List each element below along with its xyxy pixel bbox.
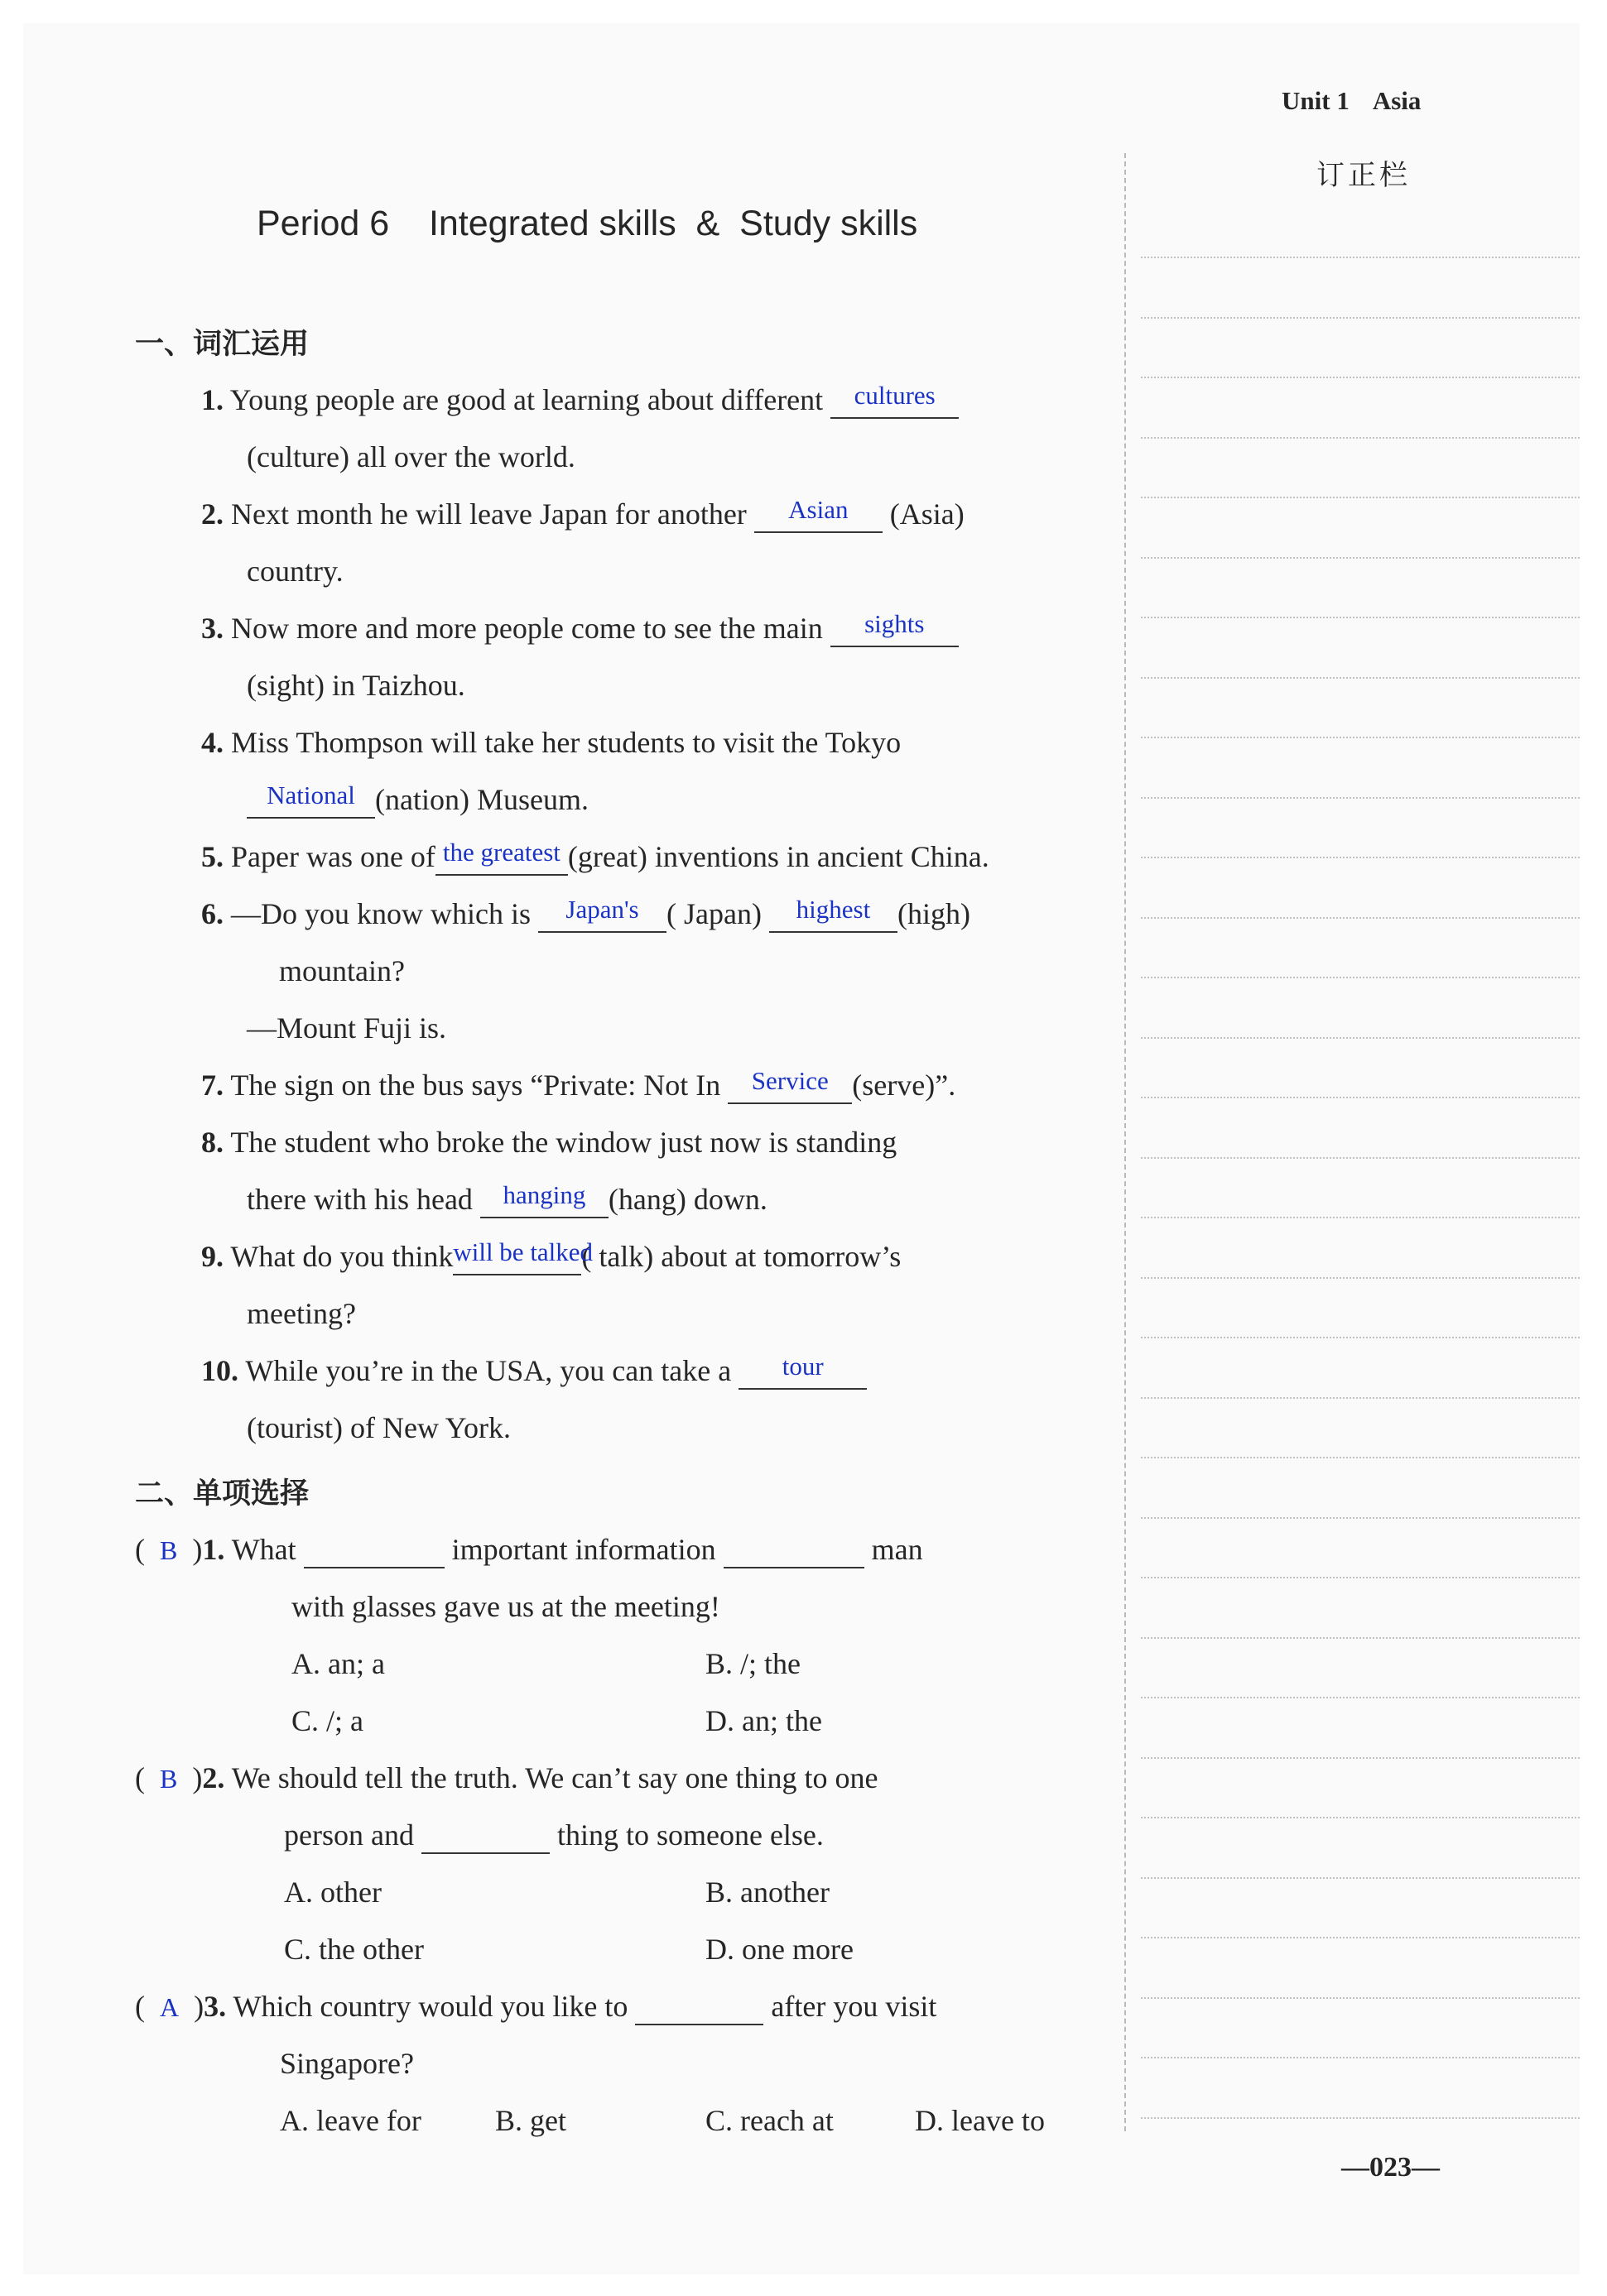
answer-letter: A [160, 1992, 180, 2022]
vocab-question-3 [201, 611, 959, 647]
question-hint: ( talk) about at tomorrow’s [581, 1240, 902, 1273]
question-hint: (serve)”. [852, 1069, 956, 1102]
vocab-question-7 [201, 1068, 955, 1104]
vocab-question-9 [201, 1239, 901, 1275]
correction-line[interactable] [1141, 1457, 1580, 1458]
question-number: 8. [201, 1126, 224, 1159]
option-b[interactable]: B. get [495, 2104, 566, 2137]
question-text: We should tell the truth. We can’t say one thing to one [231, 1761, 878, 1794]
unit-topic: Asia [1372, 86, 1422, 115]
question-number: 9. [201, 1240, 224, 1273]
answer-letter: B [160, 1764, 178, 1794]
answer-blank[interactable] [247, 782, 375, 819]
question-hint: ( Japan) [666, 897, 762, 930]
question-text: man [871, 1533, 923, 1566]
question-text: What [231, 1533, 296, 1566]
margin-divider [1124, 153, 1126, 2131]
correction-line[interactable] [1141, 1037, 1580, 1039]
option-c[interactable]: C. reach at [705, 2104, 834, 2137]
answer-blank[interactable] [754, 497, 883, 533]
answer-paren[interactable]: ( B ) [135, 1761, 203, 1794]
correction-line[interactable] [1141, 1877, 1580, 1879]
correction-line[interactable] [1141, 257, 1580, 258]
correction-line[interactable] [1141, 437, 1580, 439]
question-text: What do you think [230, 1240, 454, 1273]
vocab-question-8 [201, 1125, 897, 1160]
option-c[interactable]: C. the other [284, 1933, 424, 1966]
vocab-question-6-cont: mountain? [279, 954, 405, 987]
correction-line[interactable] [1141, 857, 1580, 858]
answer-blank[interactable] [830, 382, 959, 419]
question-text: Next month he will leave Japan for another [231, 497, 747, 531]
answer-blank[interactable] [421, 1818, 550, 1854]
vocab-question-1-cont: (culture) all over the world. [247, 440, 575, 473]
question-number: 6. [201, 897, 224, 930]
answer-blank-1[interactable] [538, 896, 666, 933]
question-text: thing to someone else. [556, 1818, 824, 1852]
question-hint: (great) inventions in ancient China. [567, 840, 989, 873]
answer-blank[interactable] [635, 1989, 763, 2025]
correction-column-title: 订正栏 [1316, 159, 1411, 192]
question-hint: (Asia) [889, 497, 965, 531]
question-number: 2. [201, 497, 224, 531]
question-text: important information [451, 1533, 716, 1566]
answer-text: hanging [503, 1180, 586, 1209]
answer-blank[interactable] [480, 1182, 609, 1218]
correction-line[interactable] [1141, 1937, 1580, 1938]
vocab-question-9-cont: meeting? [247, 1297, 356, 1330]
vocab-question-4 [201, 725, 901, 760]
answer-text: cultures [854, 381, 936, 410]
answer-text: highest [796, 895, 871, 924]
question-text: While you’re in the USA, you can take a [245, 1354, 732, 1387]
correction-line[interactable] [1141, 1097, 1580, 1098]
answer-text: Service [751, 1066, 829, 1095]
vocab-question-2 [201, 497, 965, 533]
page-number: —023— [1341, 2152, 1440, 2183]
mc-question-1 [135, 1532, 923, 1568]
question-text: there with his head [247, 1183, 473, 1216]
option-a[interactable]: A. an; a [291, 1647, 385, 1680]
mc-question-2-cont [284, 1818, 824, 1854]
correction-line[interactable] [1141, 497, 1580, 498]
answer-text: Japan's [565, 895, 639, 924]
correction-line[interactable] [1141, 737, 1580, 738]
answer-paren[interactable]: ( A ) [135, 1990, 204, 2023]
correction-line[interactable] [1141, 2057, 1580, 2058]
correction-line[interactable] [1141, 1637, 1580, 1639]
vocab-question-10-cont: (tourist) of New York. [247, 1411, 511, 1444]
question-text: person and [284, 1818, 414, 1852]
answer-text: the greatest [442, 838, 561, 867]
answer-letter: B [160, 1535, 178, 1565]
answer-blank[interactable] [830, 611, 959, 647]
question-number: 1. [201, 383, 224, 416]
question-text: The student who broke the window just now is standing [230, 1126, 897, 1159]
vocab-question-3-cont: (sight) in Taizhou. [247, 669, 465, 702]
question-number: 5. [201, 840, 224, 873]
correction-line[interactable] [1141, 1217, 1580, 1218]
answer-blank-2[interactable] [769, 896, 897, 933]
option-b[interactable]: B. another [705, 1876, 830, 1909]
answer-blank-2[interactable] [724, 1532, 864, 1568]
vocab-question-10 [201, 1353, 867, 1390]
correction-line[interactable] [1141, 917, 1580, 919]
correction-line[interactable] [1141, 1277, 1580, 1279]
option-d[interactable]: D. one more [705, 1933, 854, 1966]
option-d[interactable]: D. leave to [915, 2104, 1045, 2137]
correction-line[interactable] [1141, 617, 1580, 618]
mc-question-2 [135, 1760, 878, 1795]
answer-blank-1[interactable] [304, 1532, 445, 1568]
correction-line[interactable] [1141, 377, 1580, 378]
option-d[interactable]: D. an; the [705, 1704, 822, 1737]
vocab-question-6-reply: —Mount Fuji is. [247, 1011, 447, 1045]
answer-paren[interactable]: ( B ) [135, 1533, 203, 1566]
correction-line[interactable] [1141, 677, 1580, 679]
correction-line[interactable] [1141, 1757, 1580, 1759]
question-text: after you visit [771, 1990, 937, 2023]
correction-line[interactable] [1141, 2117, 1580, 2119]
option-a[interactable]: A. leave for [280, 2104, 421, 2137]
question-hint: (hang) down. [608, 1183, 767, 1216]
question-text: Paper was one of [231, 840, 435, 873]
correction-line[interactable] [1141, 557, 1580, 559]
correction-line[interactable] [1141, 977, 1580, 978]
question-number: 3. [204, 1990, 227, 2023]
answer-text: will be talked [453, 1237, 594, 1266]
question-text: Young people are good at learning about different [229, 383, 824, 416]
question-hint: (nation) Museum. [375, 783, 589, 816]
answer-blank[interactable] [453, 1237, 594, 1275]
correction-line[interactable] [1141, 1817, 1580, 1818]
question-text: Which country would you like to [233, 1990, 628, 2023]
section-heading-multiple-choice: 二、单项选择 [135, 1477, 310, 1511]
vocab-question-4-cont [247, 782, 589, 819]
answer-text: tour [782, 1352, 824, 1381]
answer-blank[interactable] [739, 1353, 867, 1390]
page-title: Period 6 Integrated skills & Study skills [257, 204, 918, 243]
vocab-question-6 [201, 896, 970, 933]
question-text: —Do you know which is [231, 897, 531, 930]
correction-line[interactable] [1141, 1157, 1580, 1159]
correction-line[interactable] [1141, 1997, 1580, 1999]
question-number: 10. [201, 1354, 238, 1387]
correction-line[interactable] [1141, 317, 1580, 319]
vocab-question-8-cont [247, 1182, 767, 1218]
correction-line[interactable] [1141, 1577, 1580, 1578]
correction-line[interactable] [1141, 1337, 1580, 1338]
answer-blank[interactable] [435, 839, 568, 876]
correction-line[interactable] [1141, 1697, 1580, 1698]
section-heading-vocabulary: 一、词汇运用 [135, 328, 310, 361]
answer-blank[interactable] [728, 1068, 852, 1104]
vocab-question-5 [201, 839, 989, 876]
page-header [1282, 86, 1421, 116]
mc-question-3 [135, 1989, 936, 2025]
question-number: 1. [202, 1533, 225, 1566]
question-text: Miss Thompson will take her students to visit the Tokyo [231, 726, 902, 759]
question-text: Now more and more people come to see the main [231, 612, 823, 645]
vocab-question-1 [201, 382, 959, 419]
question-number: 4. [201, 726, 224, 759]
correction-line[interactable] [1141, 797, 1580, 799]
question-number: 2. [202, 1761, 225, 1794]
option-a[interactable]: A. other [284, 1876, 382, 1909]
answer-text: sights [864, 609, 925, 638]
option-c[interactable]: C. /; a [291, 1704, 363, 1737]
correction-line[interactable] [1141, 1517, 1580, 1519]
mc-question-3-cont: Singapore? [280, 2047, 414, 2080]
unit-label: Unit 1 [1282, 86, 1350, 115]
question-number: 7. [201, 1069, 224, 1102]
vocab-question-2-cont: country. [247, 555, 344, 588]
question-text: The sign on the bus says “Private: Not In [230, 1069, 721, 1102]
correction-line[interactable] [1141, 1397, 1580, 1399]
question-number: 3. [201, 612, 224, 645]
answer-text: National [267, 781, 355, 809]
mc-question-1-cont: with glasses gave us at the meeting! [291, 1590, 720, 1623]
question-hint: (high) [897, 897, 970, 930]
answer-text: Asian [788, 495, 849, 524]
option-b[interactable]: B. /; the [705, 1647, 801, 1680]
